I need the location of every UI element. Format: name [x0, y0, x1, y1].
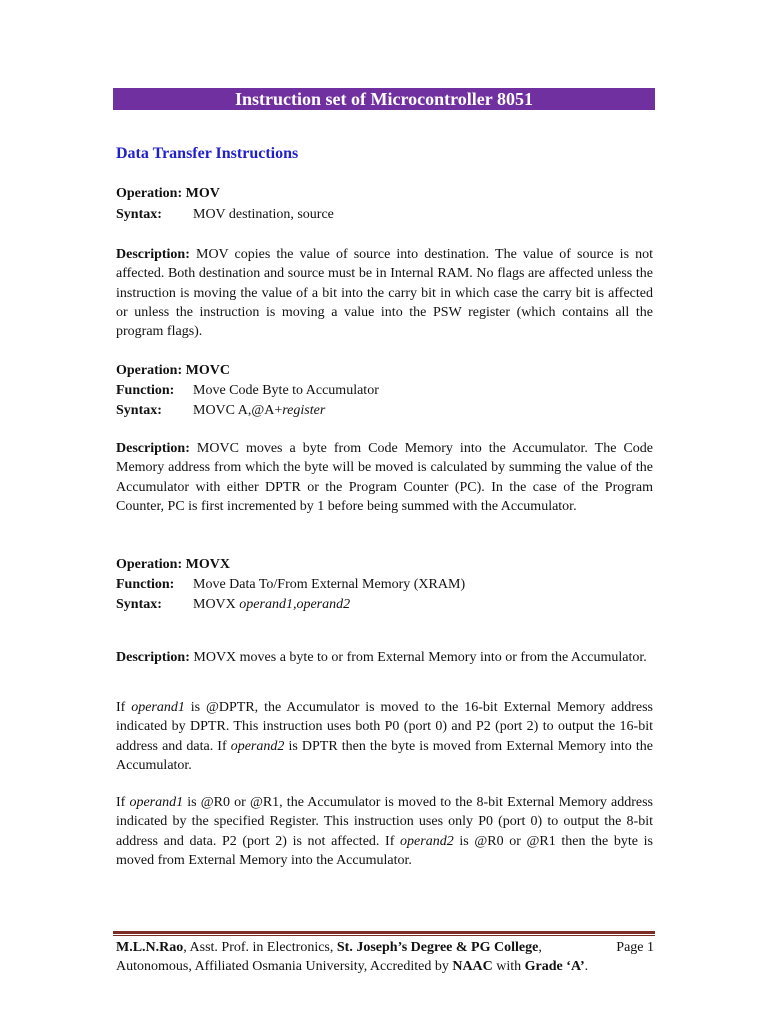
footer-role: , Asst. Prof. in Electronics,	[183, 940, 337, 955]
section-heading: Data Transfer Instructions	[116, 145, 299, 162]
footer-period: .	[584, 959, 589, 974]
movx-paragraph-dptr	[116, 698, 653, 775]
operand-italic: operand2	[230, 738, 285, 754]
operand-italic: operand1	[131, 700, 185, 715]
operation-label: Operation:	[116, 363, 183, 378]
footer-line-1	[116, 938, 656, 957]
description-text: MOV copies the value of source into destination. The value of source is not affected. Both destination and source must be in Internal RAM. No flags are affected unless the instruction is moving the value of a bit into the carry bit in which case the carry bit is affected or unless the instruction is moving a value into the PSW register (which contains all the program flags).	[116, 247, 654, 340]
syntax-label: Syntax:	[116, 597, 162, 612]
movc-syntax	[116, 401, 325, 420]
movx-description	[116, 648, 653, 667]
movx-paragraph-r0-r1	[116, 793, 653, 870]
footer-college: St. Joseph’s Degree & PG College	[336, 940, 539, 955]
footer-author: M.L.N.Rao	[116, 940, 184, 955]
description-text: MOVC moves a byte from Code Memory into the Accumulator. The Code Memory address from which the byte will be moved is calculated by summing the value of the Accumulator with either DPTR or the Program Counter (PC). In the case of the Program Counter, PC is first incremented by 1 before being summed with the Accumulator.	[116, 441, 654, 514]
footer-naac: NAAC	[452, 959, 493, 974]
footer-affiliation: Autonomous, Affiliated Osmania University, Accredited by	[116, 959, 453, 974]
operation-label: Operation:	[116, 186, 183, 201]
mov-syntax	[116, 205, 334, 224]
footer-grade: Grade ‘A’	[524, 959, 585, 974]
text-run: is DPTR then the byte is moved from External Memory into the Accumulator.	[116, 738, 653, 773]
function-label: Function:	[116, 383, 175, 398]
operand-italic: operand1	[129, 795, 184, 810]
syntax-italic: register	[282, 403, 326, 418]
footer-line-2	[116, 957, 656, 976]
text-run: is @R0 or @R1 then the byte is moved from External Memory into the Accumulator.	[116, 833, 653, 868]
syntax-label: Syntax:	[116, 207, 162, 222]
text-run: If	[116, 700, 132, 715]
syntax-value: MOVX	[193, 597, 240, 612]
syntax-italic: operand1,operand2	[239, 597, 351, 612]
description-text: MOVX moves a byte to or from External Memory into or from the Accumulator.	[193, 650, 647, 665]
syntax-value: MOVC A,@A+	[193, 403, 283, 418]
function-value: Move Code Byte to Accumulator	[193, 383, 379, 398]
description-label: Description:	[116, 441, 190, 456]
movc-operation	[116, 361, 230, 380]
mov-description	[116, 245, 653, 341]
footer-divider	[113, 931, 655, 934]
text-run: If	[116, 795, 130, 810]
footer-divider-thin	[113, 935, 655, 936]
footer-with: with	[492, 959, 525, 974]
operation-label: Operation:	[116, 557, 183, 572]
movc-function	[116, 381, 379, 400]
function-value: Move Data To/From External Memory (XRAM)	[193, 577, 466, 592]
description-label: Description:	[116, 650, 190, 665]
function-label: Function:	[116, 577, 175, 592]
page-footer	[116, 938, 656, 976]
description-label: Description:	[116, 247, 190, 262]
text-run: is @R0 or @R1, the Accumulator is moved to the 8-bit External Memory address indicated by the specified Register. This instruction uses only P0 (port 0) to output the 8-bit address and data. P2 (port 2) is not affected. If	[116, 795, 653, 849]
operation-value: MOV	[185, 186, 220, 201]
movx-function	[116, 575, 465, 594]
operand-italic: operand2	[400, 833, 454, 849]
syntax-value: MOV destination, source	[193, 207, 334, 222]
operation-value: MOVC	[185, 363, 230, 378]
page-title: Instruction set of Microcontroller 8051	[113, 88, 655, 110]
movc-description	[116, 439, 653, 516]
movx-syntax	[116, 595, 350, 614]
page-number: Page 1	[616, 940, 654, 955]
syntax-label: Syntax:	[116, 403, 162, 418]
movx-operation	[116, 555, 230, 574]
mov-operation	[116, 184, 220, 203]
operation-value: MOVX	[185, 557, 230, 572]
footer-comma: ,	[538, 940, 542, 955]
text-run: is @DPTR, the Accumulator is moved to the 16-bit External Memory address indicated by DPTR. This instruction uses both P0 (port 0) and P2 (port 2) to output the 16-bit address and data. If	[116, 700, 653, 754]
